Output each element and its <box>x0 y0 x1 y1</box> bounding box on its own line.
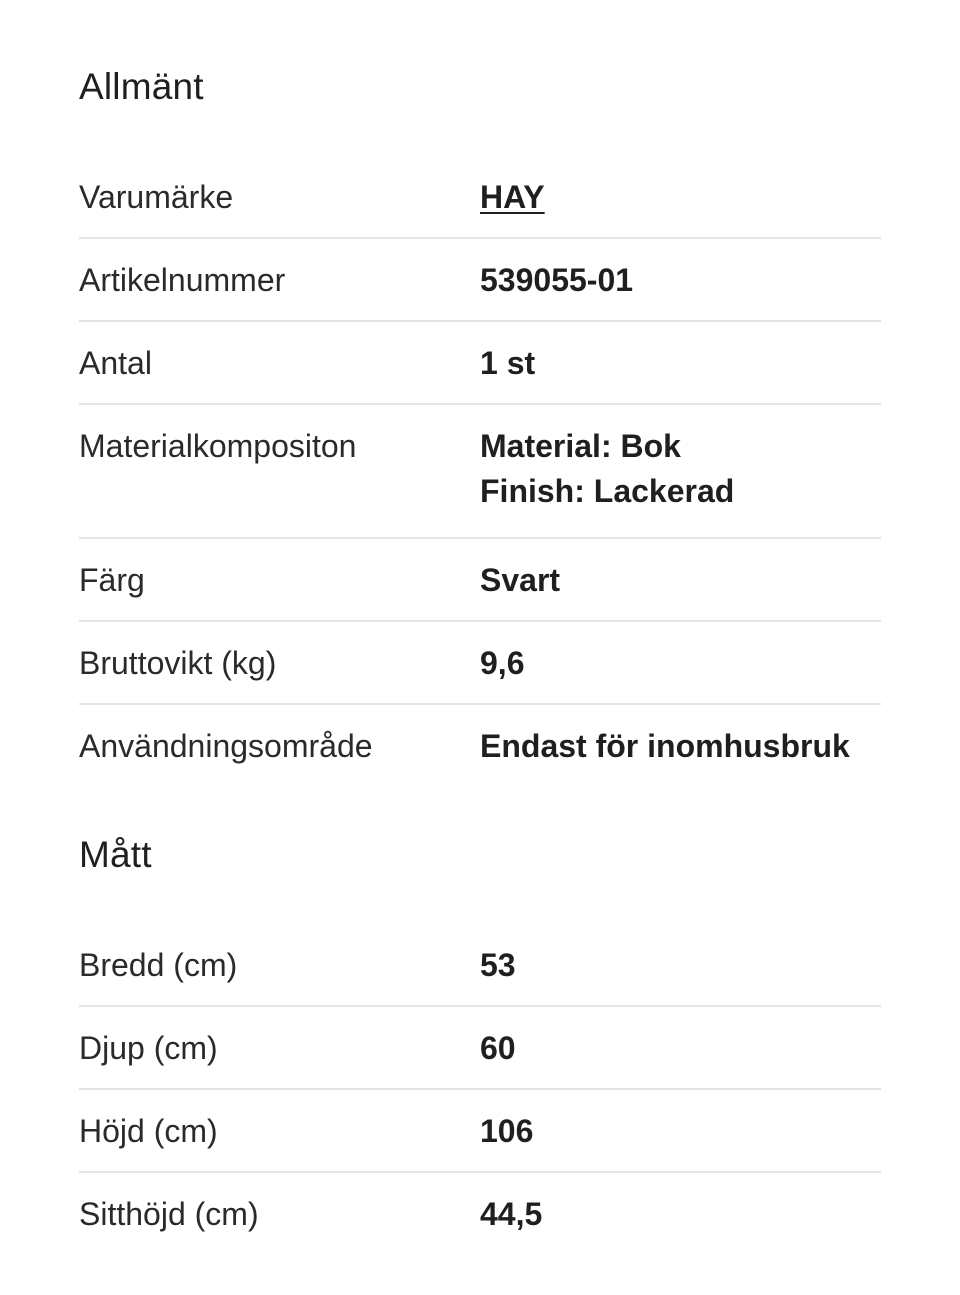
section-title-dimensions: Mått <box>79 834 152 875</box>
spec-row-width <box>79 924 881 1007</box>
spec-row-quantity <box>79 322 881 405</box>
spec-label: Artikelnummer <box>79 262 286 298</box>
spec-row-gross-weight <box>79 622 881 705</box>
spec-row-height <box>79 1090 881 1173</box>
spec-label: Färg <box>79 562 145 598</box>
spec-row-usage-area <box>79 705 881 788</box>
spec-value: 53 <box>480 947 516 983</box>
spec-row-material <box>79 405 881 539</box>
spec-row-depth <box>79 1007 881 1090</box>
spec-label: Bredd (cm) <box>79 947 238 983</box>
dimensions-spec-table <box>79 924 881 1256</box>
spec-value <box>480 178 881 216</box>
spec-label: Antal <box>79 345 152 381</box>
spec-label: Höjd (cm) <box>79 1113 218 1149</box>
spec-row-brand <box>79 156 881 239</box>
spec-row-article-number <box>79 239 881 322</box>
spec-value: 9,6 <box>480 645 525 681</box>
spec-label: Djup (cm) <box>79 1030 218 1066</box>
section-title-general: Allmänt <box>79 66 204 107</box>
spec-value: Svart <box>480 562 561 598</box>
spec-label: Materialkompositon <box>79 428 357 464</box>
spec-value <box>480 427 881 517</box>
spec-label: Bruttovikt (kg) <box>79 645 277 681</box>
spec-label: Användningsområde <box>79 728 373 764</box>
spec-row-color <box>79 539 881 622</box>
spec-row-seat-height <box>79 1173 881 1256</box>
spec-value: 539055-01 <box>480 262 634 298</box>
spec-value-line: Finish: Lackerad <box>480 473 735 509</box>
brand-link[interactable]: HAY <box>480 179 545 215</box>
spec-value: 60 <box>480 1030 516 1066</box>
general-spec-table <box>79 156 881 788</box>
spec-value: 106 <box>480 1113 534 1149</box>
spec-label: Varumärke <box>79 179 234 215</box>
spec-value: 1 st <box>480 345 536 381</box>
spec-value: 44,5 <box>480 1196 543 1232</box>
spec-label: Sitthöjd (cm) <box>79 1196 259 1232</box>
spec-value-line: Material: Bok <box>480 428 681 464</box>
spec-value: Endast för inomhusbruk <box>480 728 850 764</box>
